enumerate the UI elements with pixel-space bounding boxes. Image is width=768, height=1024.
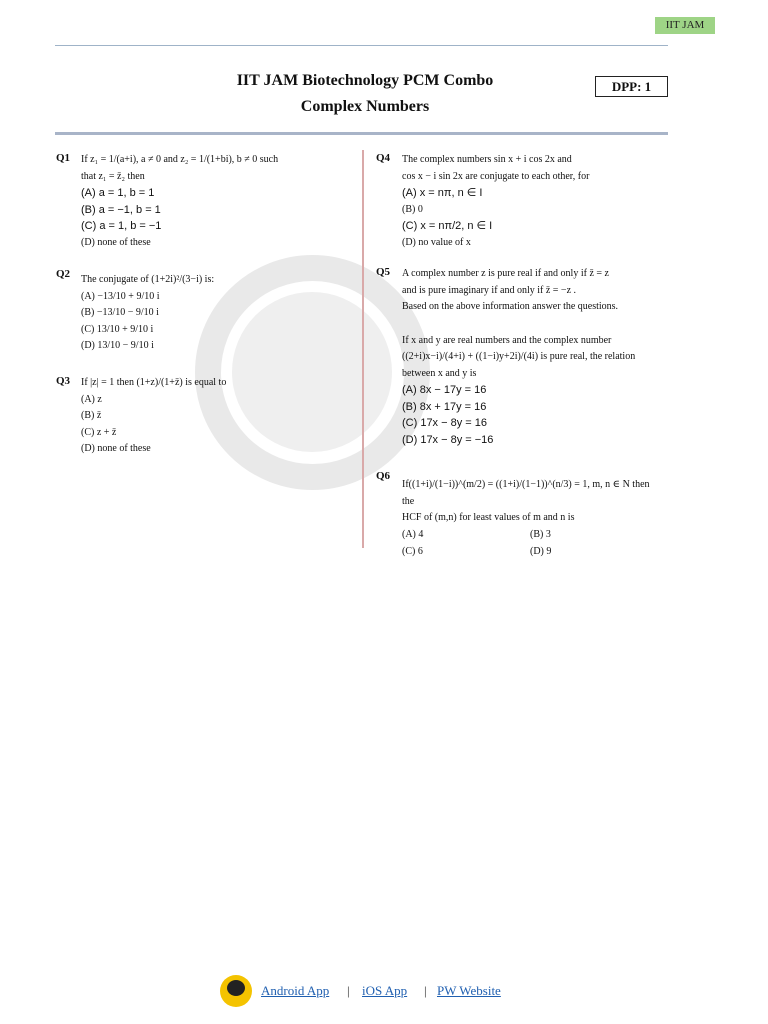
q5-option-b: (B) 8x + 17y = 16 bbox=[402, 400, 487, 413]
q4-line1: The complex numbers sin x + i cos 2x and bbox=[402, 154, 572, 165]
q5-option-d: (D) 17x − 8y = −16 bbox=[402, 433, 494, 446]
q5-line6: between x and y is bbox=[402, 367, 477, 379]
q4-option-d: (D) no value of x bbox=[402, 236, 471, 248]
title-line-1: IIT JAM Biotechnology PCM Combo bbox=[236, 72, 494, 89]
q5-line4: If x and y are real numbers and the complex number bbox=[402, 334, 612, 346]
q1-block bbox=[81, 152, 339, 251]
q4-option-a: (A) x = nπ, n ∈ I bbox=[402, 187, 483, 199]
pw-website-link[interactable]: PW Website bbox=[437, 983, 501, 998]
q1-option-b: (B) a = −1, b = 1 bbox=[81, 203, 161, 216]
q3-option-d: (D) none of these bbox=[81, 443, 151, 454]
q1-line1: If z₁ = 1/(a+i), a ≠ 0 and z₂ = 1/(1+bi), b ≠ 0 such bbox=[81, 154, 279, 165]
dpp-badge: DPP: 1 bbox=[595, 76, 668, 97]
q4-option-b: (B) 0 bbox=[402, 203, 423, 215]
q1-option-c: (C) a = 1, b = −1 bbox=[81, 220, 162, 232]
q4-block bbox=[402, 152, 658, 251]
q4-number: Q4 bbox=[376, 152, 391, 164]
q1-line2: that z₁ = z̄₂ then bbox=[81, 170, 145, 182]
page-title bbox=[160, 68, 570, 120]
q2-option-a: (A) −13/10 + 9/10 i bbox=[81, 290, 160, 302]
q5-block bbox=[402, 266, 658, 448]
q5-line2: and is pure imaginary if and only if z̄ = −z . bbox=[402, 284, 577, 296]
q3-line1: If |z| = 1 then (1+z)/(1+z̄) is equal to bbox=[81, 377, 227, 388]
q3-option-c: (C) z + z̄ bbox=[81, 426, 117, 438]
q5-number: Q5 bbox=[376, 266, 391, 278]
pw-logo-icon bbox=[220, 975, 252, 1007]
q5-option-a: (A) 8x − 17y = 16 bbox=[402, 384, 487, 396]
q6-option-a: (A) 4 bbox=[402, 528, 424, 540]
q6-number: Q6 bbox=[376, 470, 391, 482]
q6-option-b: (B) 3 bbox=[530, 528, 551, 540]
q6-line1: If((1+i)/(1−i))^(m/2) = ((1+i)/(1−1))^(n/3) = 1, m, n ∈ N then the bbox=[402, 479, 650, 507]
column-divider bbox=[362, 150, 364, 548]
q6-option-c: (C) 6 bbox=[402, 545, 423, 557]
q2-option-c: (C) 13/10 + 9/10 i bbox=[81, 323, 154, 335]
q4-line2: cos x − i sin 2x are conjugate to each other, for bbox=[402, 170, 590, 182]
q6-block bbox=[402, 477, 658, 561]
q1-option-d: (D) none of these bbox=[81, 236, 151, 248]
ios-app-link[interactable]: iOS App bbox=[362, 983, 408, 998]
q5-line5: ((2+i)x−i)/(4+i) + ((1−i)y+2i)/(4i) is pure real, the relation bbox=[402, 351, 636, 362]
q2-number: Q2 bbox=[56, 268, 71, 280]
q3-option-b: (B) z̄ bbox=[81, 410, 102, 421]
q5-line3: Based on the above information answer the questions. bbox=[402, 301, 619, 312]
q3-option-a: (A) z bbox=[81, 393, 102, 405]
q2-option-d: (D) 13/10 − 9/10 i bbox=[81, 340, 154, 351]
header-rule bbox=[55, 132, 668, 135]
q6-options-row2 bbox=[402, 544, 658, 561]
q6-line2: HCF of (m,n) for least values of m and n is bbox=[402, 512, 575, 523]
title-line-2: Complex Numbers bbox=[300, 98, 430, 115]
footer-separator: | bbox=[347, 983, 350, 998]
q5-line1: A complex number z is pure real if and only if z̄ = z bbox=[402, 268, 609, 279]
footer-separator: | bbox=[424, 983, 427, 998]
q2-option-b: (B) −13/10 − 9/10 i bbox=[81, 307, 159, 318]
q6-option-d: (D) 9 bbox=[530, 545, 552, 557]
q1-number: Q1 bbox=[56, 152, 71, 164]
q2-line1: The conjugate of (1+2i)²/(3−i) is: bbox=[81, 274, 215, 285]
q3-number: Q3 bbox=[56, 375, 71, 387]
android-app-link[interactable]: Android App bbox=[261, 983, 330, 998]
q6-options-row1 bbox=[402, 527, 658, 544]
q3-block bbox=[81, 375, 339, 458]
q1-option-a: (A) a = 1, b = 1 bbox=[81, 187, 155, 199]
logo-headphone-icon bbox=[227, 980, 245, 996]
q4-option-c: (C) x = nπ/2, n ∈ I bbox=[402, 220, 493, 232]
q5-option-c: (C) 17x − 8y = 16 bbox=[402, 417, 487, 429]
q2-block bbox=[81, 272, 339, 355]
exam-tag: IIT JAM bbox=[655, 17, 715, 34]
q5-spacer bbox=[402, 316, 658, 333]
top-rule bbox=[55, 45, 668, 46]
